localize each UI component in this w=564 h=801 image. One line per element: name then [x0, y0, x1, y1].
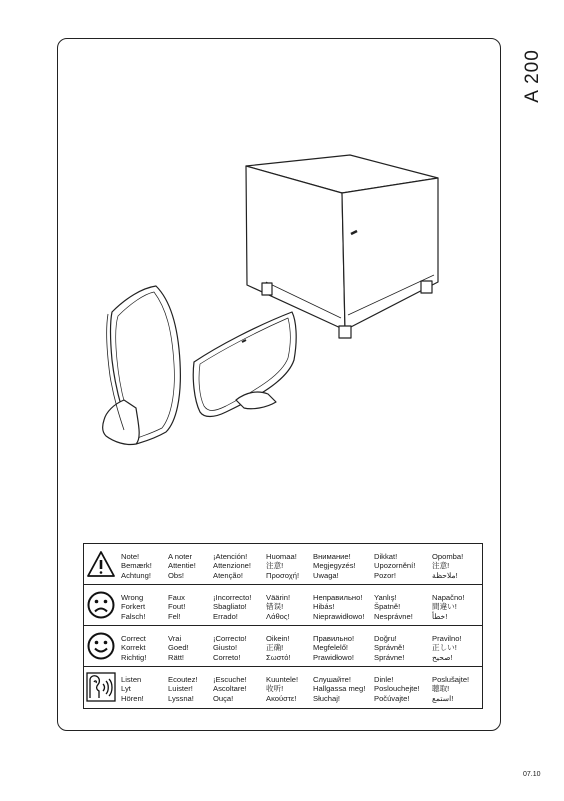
- legend-cell: Poslušajte! 聴取! استمع!: [432, 675, 470, 703]
- legend-cell: ¡Correcto! Giusto! Correto!: [213, 634, 247, 662]
- legend-cell: Ecoutez! Luister! Lyssna!: [168, 675, 198, 703]
- legend-cell: Vrai Goed! Rätt!: [168, 634, 189, 662]
- model-text: A 200: [522, 49, 543, 103]
- listen-ear-icon: [84, 667, 118, 707]
- legend-row-listen: [84, 667, 482, 707]
- model-label: [514, 48, 552, 104]
- product-illustration: [96, 150, 446, 470]
- legend-cell: Dinle! Poslouchejte! Počúvajte!: [374, 675, 420, 703]
- revision-date: 07.10: [523, 771, 541, 778]
- legend-cell: Неправильно! Hibás! Nieprawidłowo!: [313, 593, 365, 621]
- legend-cell: Pravilno! 正しい! صحيح!: [432, 634, 462, 662]
- legend-cell: Oikein! 正确! Σωστό!: [266, 634, 291, 662]
- legend-cell: Kuuntele! 收听! Ακούστε!: [266, 675, 299, 703]
- legend-cell: Yanlış! Špatně! Nesprávne!: [374, 593, 413, 621]
- legend-cell: Внимание! Megjegyzés! Uwaga!: [313, 552, 356, 580]
- legend-cell: Listen Lyt Hören!: [121, 675, 144, 703]
- legend-cell: Dikkat! Upozornění! Pozor!: [374, 552, 416, 580]
- legend-cell: Huomaa! 注意! Προσοχή!: [266, 552, 300, 580]
- left-satellite-illustration: [103, 286, 181, 445]
- legend-cell: ¡Atención! Attenzione! Atenção!: [213, 552, 251, 580]
- legend-cell: Faux Fout! Fel!: [168, 593, 186, 621]
- legend-cell: Note! Bemærk! Achtung!: [121, 552, 152, 580]
- legend-cell: Doğru! Správně! Správne!: [374, 634, 405, 662]
- legend-cell: Opomba! 注意! ملاحظة!: [432, 552, 464, 580]
- legend-cell: A noter Attentie! Obs!: [168, 552, 196, 580]
- legend-cell: Napačno! 間違い! خطأ!: [432, 593, 465, 621]
- legend-cell: ¡Escuche! Ascoltare! Ouça!: [213, 675, 247, 703]
- sad-face-icon: [84, 585, 118, 625]
- right-satellite-illustration: [193, 312, 296, 417]
- legend-cell: Wrong Forkert Falsch!: [121, 593, 146, 621]
- legend-cell: Väärin! 错误! Λάθος!: [266, 593, 291, 621]
- legend-row-note: [84, 544, 482, 585]
- warning-triangle-icon: [84, 544, 118, 584]
- symbol-legend-table: [83, 543, 483, 709]
- happy-face-icon: [84, 626, 118, 666]
- subwoofer-illustration: [246, 155, 438, 338]
- legend-row-correct: [84, 626, 482, 667]
- legend-row-wrong: [84, 585, 482, 626]
- legend-cell: Correct Korrekt Richtig!: [121, 634, 147, 662]
- legend-cell: Правильно! Megfelelő! Prawidłowo!: [313, 634, 355, 662]
- legend-cell: ¡Incorrecto! Sbagliato! Errado!: [213, 593, 252, 621]
- legend-cell: Слушайте! Hallgassa meg! Słuchaj!: [313, 675, 366, 703]
